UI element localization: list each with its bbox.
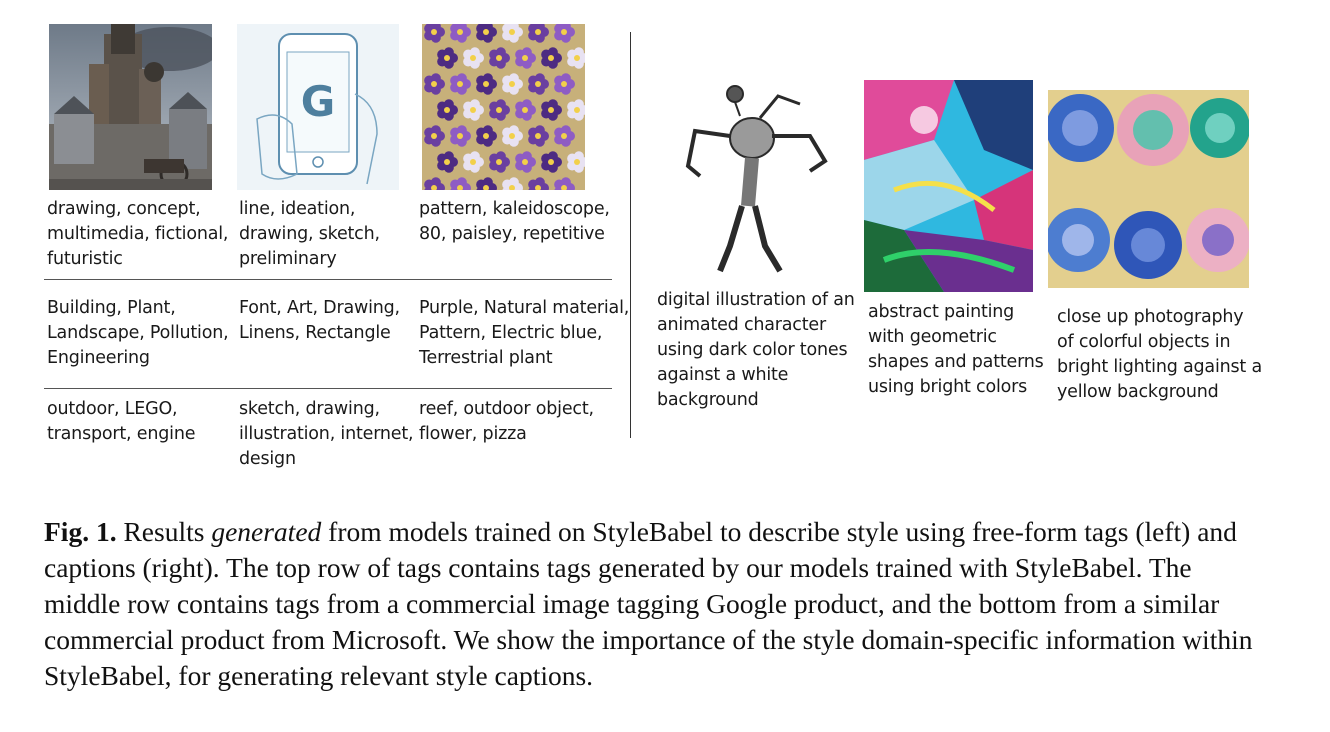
caption-abstract: abstract painting with geometric shapes and patterns using bright colors — [868, 302, 1044, 397]
phone-sketch-image — [237, 24, 399, 190]
abstract-painting-image — [864, 80, 1033, 292]
caption-character: digital illustration of an animated character using dark color tones against a white background — [657, 290, 855, 410]
tag-top-3: pattern, kaleidoscope, 80, paisley, repetitive — [419, 199, 610, 244]
tag-bottom-3: reef, outdoor object, flower, pizza — [419, 399, 594, 444]
tag-top-2: line, ideation, drawing, sketch, preliminary — [239, 199, 380, 269]
row-divider-1 — [44, 279, 612, 280]
tag-bottom-1: outdoor, LEGO, transport, engine — [47, 399, 196, 444]
tag-middle-2: Font, Art, Drawing, Linens, Rectangle — [239, 298, 400, 343]
tag-bottom-2: sketch, drawing, illustration, internet, design — [239, 399, 414, 469]
figure-caption-part-2: from models trained on StyleBabel to describe style using free-form tags (left) and captions (right). The top row of tags contains tags generated by our models trained with StyleBabel. The middle row contains tags from a commercial image tagging Google product, and the bottom from a similar commercial product from Microsoft. We show the importance of the style domain-specific information within StyleBabel, for generating relevant style captions. — [44, 516, 1253, 691]
steampunk-robot-image — [49, 24, 212, 190]
caption-cupcakes: close up photography of colorful objects in bright lighting against a yellow background — [1057, 307, 1262, 402]
cupcakes-photo-image — [1048, 90, 1249, 288]
figure-caption — [44, 514, 1259, 694]
figure-caption-part-1: Results — [116, 516, 212, 547]
purple-flower-pattern-image — [422, 24, 585, 190]
figure-label: Fig. 1. — [44, 516, 117, 547]
figure-caption-emphasis: generated — [211, 516, 322, 547]
svg-text:G: G — [300, 77, 336, 126]
row-divider-2 — [44, 388, 612, 389]
tag-top-1: drawing, concept, multimedia, fictional, futuristic — [47, 199, 229, 269]
section-divider — [630, 32, 631, 438]
character-sketch-image — [660, 76, 850, 276]
tag-middle-1: Building, Plant, Landscape, Pollution, Engineering — [47, 298, 229, 368]
tag-middle-3: Purple, Natural material, Pattern, Electric blue, Terrestrial plant — [419, 298, 630, 368]
